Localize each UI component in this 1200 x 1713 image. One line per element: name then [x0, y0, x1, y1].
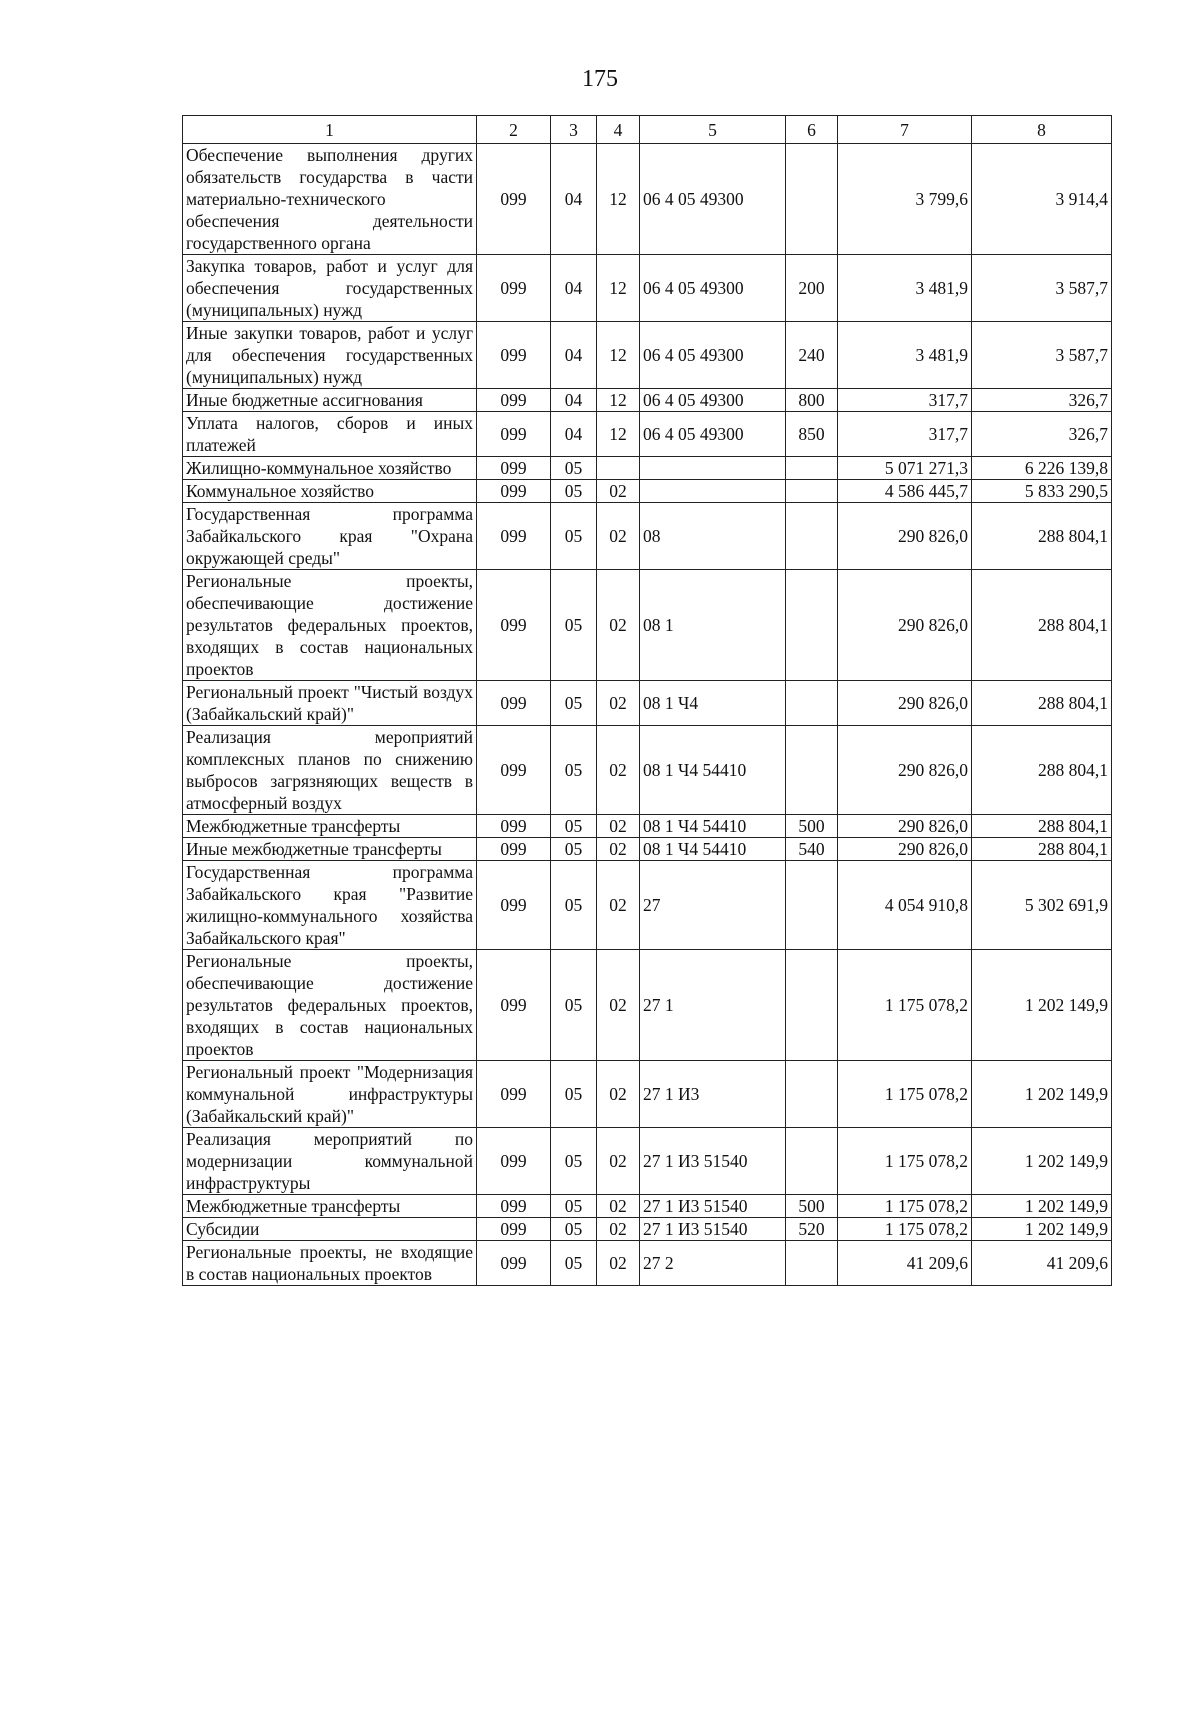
amount-year2-cell: 6 226 139,8 [972, 457, 1112, 480]
expense-type-cell [786, 681, 838, 726]
expense-type-cell [786, 726, 838, 815]
admin-code-cell: 099 [477, 861, 551, 950]
expense-type-cell [786, 861, 838, 950]
target-article-cell: 27 1 И3 [640, 1061, 786, 1128]
section-cell: 05 [551, 570, 597, 681]
header-cell: 7 [838, 116, 972, 144]
amount-year2-cell: 1 202 149,9 [972, 1128, 1112, 1195]
table-row [183, 255, 1112, 322]
expense-type-cell: 850 [786, 412, 838, 457]
table-row [183, 570, 1112, 681]
amount-year2-cell: 3 587,7 [972, 255, 1112, 322]
section-cell: 05 [551, 503, 597, 570]
admin-code-cell: 099 [477, 1128, 551, 1195]
admin-code-cell: 099 [477, 1061, 551, 1128]
amount-year2-cell: 3 914,4 [972, 144, 1112, 255]
expense-type-cell: 540 [786, 838, 838, 861]
admin-code-cell: 099 [477, 412, 551, 457]
section-cell: 05 [551, 1128, 597, 1195]
item-name-cell: Коммунальное хозяйство [183, 480, 477, 503]
admin-code-cell: 099 [477, 681, 551, 726]
item-name-cell: Иные бюджетные ассигнования [183, 389, 477, 412]
subsection-cell: 02 [597, 1195, 640, 1218]
amount-year2-cell: 5 302 691,9 [972, 861, 1112, 950]
target-article-cell: 08 1 Ч4 54410 [640, 838, 786, 861]
table-row [183, 144, 1112, 255]
table-row [183, 412, 1112, 457]
expense-type-cell [786, 1128, 838, 1195]
header-cell: 6 [786, 116, 838, 144]
table-row [183, 1195, 1112, 1218]
item-name-cell: Региональные проекты, обеспечивающие достижение результатов федеральных проектов, входящих в состав национальных проектов [183, 570, 477, 681]
item-name-cell: Жилищно-коммунальное хозяйство [183, 457, 477, 480]
admin-code-cell: 099 [477, 1241, 551, 1286]
table-row [183, 838, 1112, 861]
page-number: 175 [582, 66, 618, 92]
subsection-cell: 02 [597, 503, 640, 570]
item-name-cell: Иные закупки товаров, работ и услуг для обеспечения государственных (муниципальных) нужд [183, 322, 477, 389]
section-cell: 05 [551, 1218, 597, 1241]
admin-code-cell: 099 [477, 815, 551, 838]
amount-year2-cell: 41 209,6 [972, 1241, 1112, 1286]
amount-year2-cell: 5 833 290,5 [972, 480, 1112, 503]
amount-year2-cell: 326,7 [972, 389, 1112, 412]
table-row [183, 681, 1112, 726]
admin-code-cell: 099 [477, 144, 551, 255]
item-name-cell: Государственная программа Забайкальского края "Развитие жилищно-коммунального хозяйства Забайкальского края" [183, 861, 477, 950]
expense-type-cell: 240 [786, 322, 838, 389]
amount-year1-cell: 1 175 078,2 [838, 1195, 972, 1218]
amount-year2-cell: 288 804,1 [972, 681, 1112, 726]
amount-year2-cell: 1 202 149,9 [972, 1218, 1112, 1241]
admin-code-cell: 099 [477, 950, 551, 1061]
admin-code-cell: 099 [477, 389, 551, 412]
target-article-cell: 08 [640, 503, 786, 570]
target-article-cell: 27 2 [640, 1241, 786, 1286]
subsection-cell [597, 457, 640, 480]
header-cell: 1 [183, 116, 477, 144]
table-row [183, 815, 1112, 838]
amount-year2-cell: 288 804,1 [972, 838, 1112, 861]
subsection-cell: 12 [597, 389, 640, 412]
admin-code-cell: 099 [477, 457, 551, 480]
target-article-cell: 08 1 [640, 570, 786, 681]
table-row [183, 1061, 1112, 1128]
target-article-cell: 08 1 Ч4 54410 [640, 815, 786, 838]
amount-year2-cell: 326,7 [972, 412, 1112, 457]
subsection-cell: 02 [597, 570, 640, 681]
item-name-cell: Реализация мероприятий комплексных планов по снижению выбросов загрязняющих веществ в атмосферный воздух [183, 726, 477, 815]
subsection-cell: 12 [597, 412, 640, 457]
subsection-cell: 02 [597, 950, 640, 1061]
target-article-cell: 27 1 И3 51540 [640, 1195, 786, 1218]
expense-type-cell [786, 503, 838, 570]
amount-year1-cell: 4 586 445,7 [838, 480, 972, 503]
amount-year1-cell: 290 826,0 [838, 726, 972, 815]
item-name-cell: Региональный проект "Чистый воздух (Забайкальский край)" [183, 681, 477, 726]
expense-type-cell [786, 950, 838, 1061]
item-name-cell: Обеспечение выполнения других обязательств государства в части материально-технического обеспечения деятельности государственного органа [183, 144, 477, 255]
section-cell: 05 [551, 950, 597, 1061]
subsection-cell: 02 [597, 838, 640, 861]
amount-year2-cell: 3 587,7 [972, 322, 1112, 389]
item-name-cell: Закупка товаров, работ и услуг для обеспечения государственных (муниципальных) нужд [183, 255, 477, 322]
section-cell: 04 [551, 255, 597, 322]
expense-type-cell [786, 457, 838, 480]
section-cell: 04 [551, 412, 597, 457]
subsection-cell: 02 [597, 1061, 640, 1128]
amount-year1-cell: 1 175 078,2 [838, 950, 972, 1061]
expense-type-cell [786, 1061, 838, 1128]
table-row [183, 389, 1112, 412]
item-name-cell: Региональные проекты, не входящие в состав национальных проектов [183, 1241, 477, 1286]
section-cell: 05 [551, 681, 597, 726]
table-row [183, 1241, 1112, 1286]
amount-year2-cell: 288 804,1 [972, 570, 1112, 681]
item-name-cell: Межбюджетные трансферты [183, 1195, 477, 1218]
amount-year1-cell: 317,7 [838, 389, 972, 412]
header-cell: 2 [477, 116, 551, 144]
item-name-cell: Государственная программа Забайкальского края "Охрана окружающей среды" [183, 503, 477, 570]
expense-type-cell [786, 1241, 838, 1286]
admin-code-cell: 099 [477, 570, 551, 681]
expense-type-cell [786, 480, 838, 503]
table-row [183, 480, 1112, 503]
subsection-cell: 12 [597, 144, 640, 255]
amount-year2-cell: 1 202 149,9 [972, 950, 1112, 1061]
subsection-cell: 02 [597, 861, 640, 950]
admin-code-cell: 099 [477, 255, 551, 322]
section-cell: 04 [551, 389, 597, 412]
admin-code-cell: 099 [477, 322, 551, 389]
header-cell: 5 [640, 116, 786, 144]
item-name-cell: Иные межбюджетные трансферты [183, 838, 477, 861]
amount-year1-cell: 290 826,0 [838, 681, 972, 726]
expense-type-cell: 200 [786, 255, 838, 322]
table-row [183, 726, 1112, 815]
section-cell: 05 [551, 1195, 597, 1218]
amount-year1-cell: 290 826,0 [838, 570, 972, 681]
target-article-cell: 27 1 И3 51540 [640, 1128, 786, 1195]
amount-year2-cell: 288 804,1 [972, 503, 1112, 570]
amount-year1-cell: 3 799,6 [838, 144, 972, 255]
target-article-cell: 08 1 Ч4 [640, 681, 786, 726]
header-row [183, 116, 1112, 144]
target-article-cell: 08 1 Ч4 54410 [640, 726, 786, 815]
section-cell: 05 [551, 838, 597, 861]
header-cell: 4 [597, 116, 640, 144]
amount-year1-cell: 1 175 078,2 [838, 1128, 972, 1195]
item-name-cell: Уплата налогов, сборов и иных платежей [183, 412, 477, 457]
table-row [183, 950, 1112, 1061]
amount-year1-cell: 317,7 [838, 412, 972, 457]
amount-year2-cell: 288 804,1 [972, 726, 1112, 815]
budget-table [182, 115, 1112, 1286]
section-cell: 05 [551, 861, 597, 950]
target-article-cell: 27 1 И3 51540 [640, 1218, 786, 1241]
target-article-cell: 06 4 05 49300 [640, 389, 786, 412]
table-row [183, 1128, 1112, 1195]
expense-type-cell: 500 [786, 815, 838, 838]
amount-year1-cell: 5 071 271,3 [838, 457, 972, 480]
subsection-cell: 02 [597, 815, 640, 838]
amount-year1-cell: 4 054 910,8 [838, 861, 972, 950]
section-cell: 04 [551, 144, 597, 255]
admin-code-cell: 099 [477, 1195, 551, 1218]
item-name-cell: Региональные проекты, обеспечивающие достижение результатов федеральных проектов, входящих в состав национальных проектов [183, 950, 477, 1061]
subsection-cell: 02 [597, 681, 640, 726]
item-name-cell: Реализация мероприятий по модернизации коммунальной инфраструктуры [183, 1128, 477, 1195]
admin-code-cell: 099 [477, 503, 551, 570]
admin-code-cell: 099 [477, 480, 551, 503]
subsection-cell: 02 [597, 726, 640, 815]
header-cell: 3 [551, 116, 597, 144]
amount-year2-cell: 1 202 149,9 [972, 1061, 1112, 1128]
header-cell: 8 [972, 116, 1112, 144]
table-row [183, 1218, 1112, 1241]
target-article-cell: 27 1 [640, 950, 786, 1061]
expense-type-cell: 500 [786, 1195, 838, 1218]
subsection-cell: 02 [597, 480, 640, 503]
amount-year2-cell: 1 202 149,9 [972, 1195, 1112, 1218]
admin-code-cell: 099 [477, 726, 551, 815]
item-name-cell: Межбюджетные трансферты [183, 815, 477, 838]
target-article-cell: 06 4 05 49300 [640, 412, 786, 457]
subsection-cell: 12 [597, 322, 640, 389]
section-cell: 05 [551, 480, 597, 503]
admin-code-cell: 099 [477, 838, 551, 861]
expense-type-cell [786, 570, 838, 681]
section-cell: 05 [551, 726, 597, 815]
amount-year1-cell: 3 481,9 [838, 255, 972, 322]
subsection-cell: 12 [597, 255, 640, 322]
table-row [183, 322, 1112, 389]
section-cell: 04 [551, 322, 597, 389]
expense-type-cell [786, 144, 838, 255]
target-article-cell: 06 4 05 49300 [640, 144, 786, 255]
target-article-cell [640, 480, 786, 503]
subsection-cell: 02 [597, 1241, 640, 1286]
section-cell: 05 [551, 457, 597, 480]
admin-code-cell: 099 [477, 1218, 551, 1241]
item-name-cell: Субсидии [183, 1218, 477, 1241]
subsection-cell: 02 [597, 1128, 640, 1195]
expense-type-cell: 800 [786, 389, 838, 412]
target-article-cell: 06 4 05 49300 [640, 322, 786, 389]
table-row [183, 457, 1112, 480]
subsection-cell: 02 [597, 1218, 640, 1241]
amount-year1-cell: 290 826,0 [838, 503, 972, 570]
table-row [183, 503, 1112, 570]
table-row [183, 861, 1112, 950]
amount-year1-cell: 1 175 078,2 [838, 1218, 972, 1241]
target-article-cell: 06 4 05 49300 [640, 255, 786, 322]
amount-year1-cell: 1 175 078,2 [838, 1061, 972, 1128]
amount-year1-cell: 41 209,6 [838, 1241, 972, 1286]
target-article-cell: 27 [640, 861, 786, 950]
expense-type-cell: 520 [786, 1218, 838, 1241]
section-cell: 05 [551, 1061, 597, 1128]
amount-year1-cell: 290 826,0 [838, 838, 972, 861]
amount-year1-cell: 3 481,9 [838, 322, 972, 389]
section-cell: 05 [551, 815, 597, 838]
amount-year1-cell: 290 826,0 [838, 815, 972, 838]
section-cell: 05 [551, 1241, 597, 1286]
target-article-cell [640, 457, 786, 480]
item-name-cell: Региональный проект "Модернизация коммунальной инфраструктуры (Забайкальский край)" [183, 1061, 477, 1128]
amount-year2-cell: 288 804,1 [972, 815, 1112, 838]
